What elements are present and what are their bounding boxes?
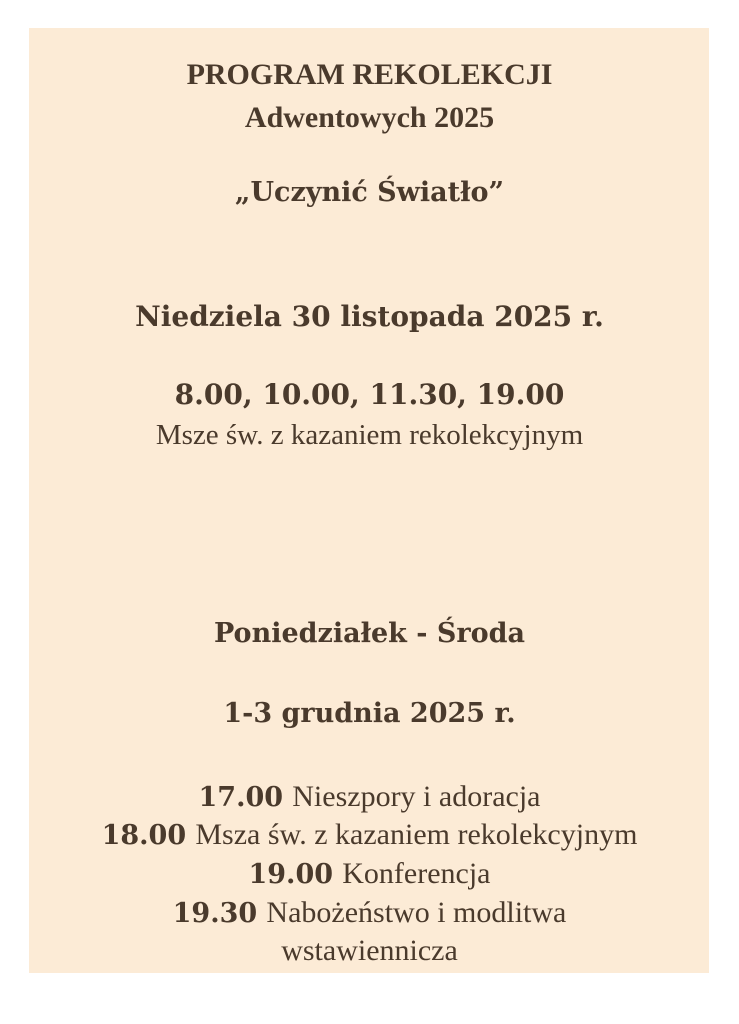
schedule-activity: Nabożeństwo i modlitwa — [266, 896, 567, 929]
schedule-item — [0, 898, 739, 928]
program-title: PROGRAM REKOLEKCJI — [186, 58, 553, 91]
schedule-activity: Nieszpory i adoracja — [292, 780, 541, 813]
weekdays-dates: 1-3 grudnia 2025 r. — [223, 698, 516, 729]
sunday-date-heading: Niedziela 30 listopada 2025 r. — [135, 300, 604, 333]
schedule-item — [0, 859, 739, 889]
retreat-motto: „Uczynić Światło” — [234, 177, 505, 208]
schedule-time: 19.00 — [248, 859, 334, 890]
weekdays-heading: Poniedziałek - Środa — [213, 618, 525, 649]
schedule-item — [0, 820, 739, 850]
program-subtitle: Adwentowych 2025 — [244, 101, 495, 134]
schedule-activity-continuation: wstawiennicza — [281, 934, 458, 967]
schedule-time: 19.30 — [172, 898, 258, 929]
schedule-time: 17.00 — [198, 782, 284, 813]
schedule-activity: Konferencja — [342, 857, 491, 890]
schedule-time: 18.00 — [101, 820, 187, 851]
schedule-activity: Msza św. z kazaniem rekolekcyjnym — [195, 818, 638, 851]
sunday-mass-times: 8.00, 10.00, 11.30, 19.00 — [174, 378, 565, 411]
sunday-mass-description: Msze św. z kazaniem rekolekcyjnym — [155, 419, 584, 451]
schedule-item — [0, 782, 739, 812]
